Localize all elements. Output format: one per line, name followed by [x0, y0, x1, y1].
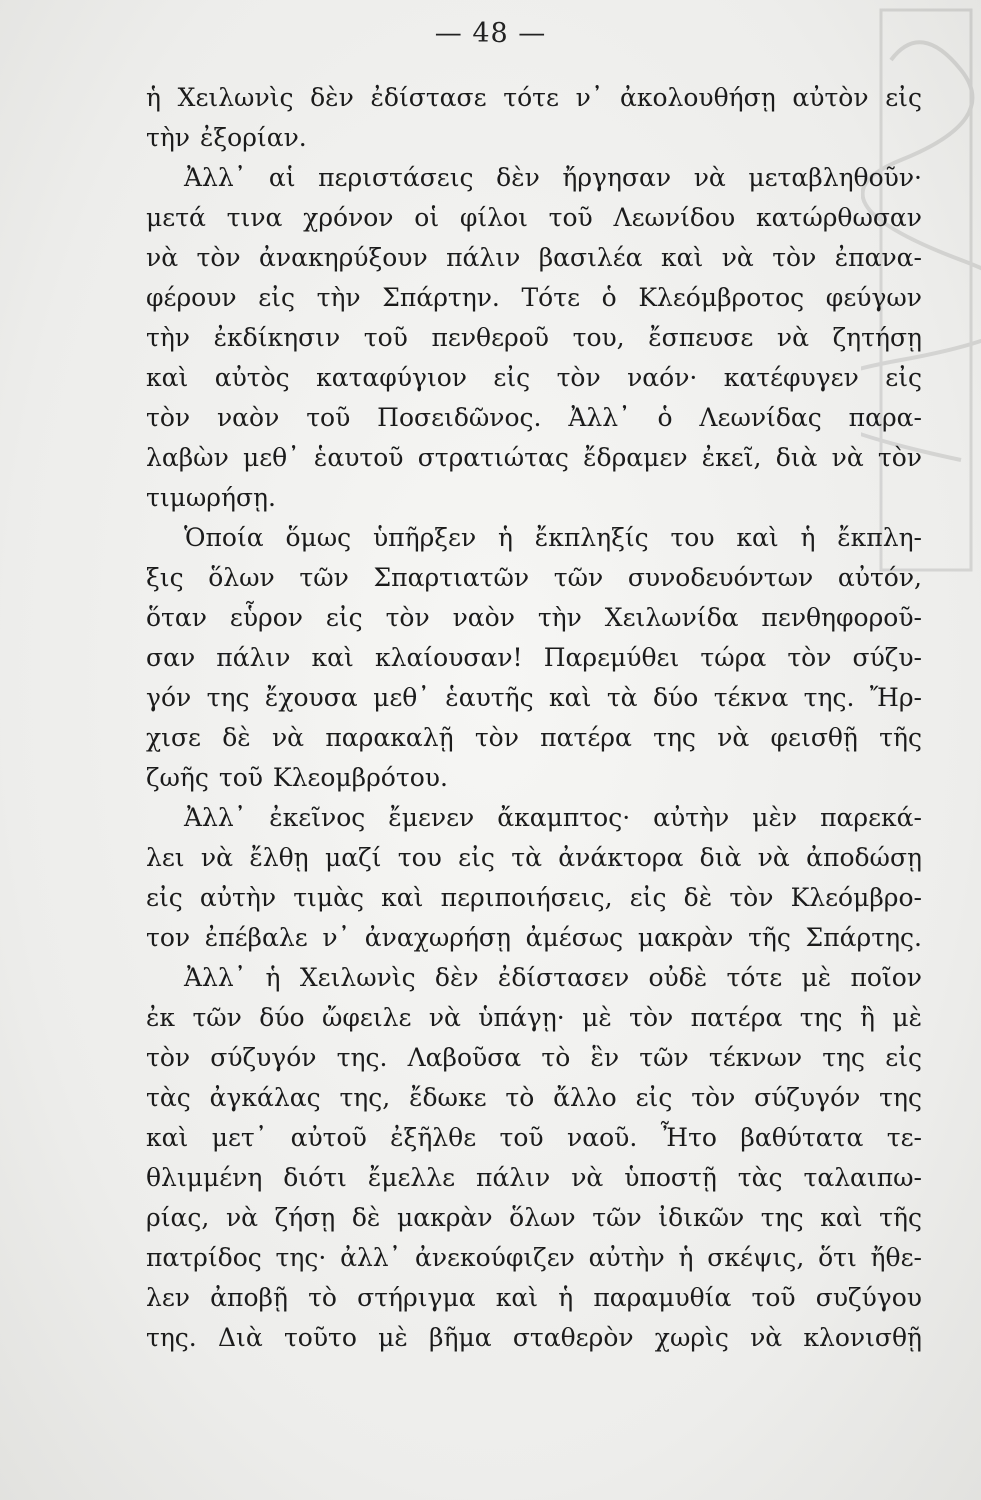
text-line: ξις ὅλων τῶν Σπαρτιατῶν τῶν συνοδευόντων αὐτόν, — [146, 563, 922, 592]
text-line: λει νὰ ἔλθῃ μαζί του εἰς τὰ ἀνάκτορα διὰ νὰ ἀποδώσῃ — [146, 843, 922, 872]
text-line: πατρίδος της· ἀλλ᾽ ἀνεκούφιζεν αὐτὴν ἡ σκέψις, ὅτι ἤθε- — [146, 1243, 922, 1272]
text-line: ἐκ τῶν δύο ὤφειλε νὰ ὑπάγῃ· μὲ τὸν πατέρα της ἢ μὲ — [146, 1003, 922, 1032]
text-line: Ἀλλ᾽ ἐκεῖνος ἔμενεν ἄκαμπτος· αὐτὴν μὲν παρεκά- — [184, 803, 922, 832]
text-line: ἡ Χειλωνὶς δὲν ἐδίστασε τότε ν᾽ ἀκολουθήσῃ αὐτὸν εἰς — [146, 83, 922, 112]
body-text — [146, 78, 922, 1358]
text-line: γόν της ἔχουσα μεθ᾽ ἑαυτῆς καὶ τὰ δύο τέκνα της. Ἤρ- — [146, 683, 922, 712]
text-line: σαν πάλιν καὶ κλαίουσαν! Παρεμύθει τώρα τὸν σύζυ- — [146, 643, 922, 672]
text-line: Ὁποία ὅμως ὑπῆρξεν ἡ ἔκπληξίς του καὶ ἡ ἔκπλη- — [184, 523, 922, 552]
text-line: εἰς αὐτὴν τιμὰς καὶ περιποιήσεις, εἰς δὲ τὸν Κλεόμβρο- — [146, 883, 922, 912]
text-line: μετά τινα χρόνον οἱ φίλοι τοῦ Λεωνίδου κατώρθωσαν — [146, 203, 922, 232]
text-line: θλιμμένη διότι ἔμελλε πάλιν νὰ ὑποστῇ τὰς ταλαιπω- — [146, 1163, 922, 1192]
text-line: ρίας, νὰ ζήσῃ δὲ μακρὰν ὅλων τῶν ἰδικῶν της καὶ τῆς — [146, 1203, 922, 1232]
text-line: τὴν ἐκδίκησιν τοῦ πενθεροῦ του, ἔσπευσε νὰ ζητήσῃ — [146, 323, 922, 352]
text-line: νὰ τὸν ἀνακηρύξουν πάλιν βασιλέα καὶ νὰ τὸν ἐπανα- — [146, 243, 922, 272]
text-line: ζωῆς τοῦ Κλεομβρότου. — [146, 763, 448, 792]
text-line: καὶ μετ᾽ αὐτοῦ ἐξῆλθε τοῦ ναοῦ. Ἦτο βαθύτατα τε- — [146, 1123, 922, 1152]
text-line: τὴν ἐξορίαν. — [146, 123, 307, 152]
text-line: λαβὼν μεθ᾽ ἑαυτοῦ στρατιώτας ἔδραμεν ἐκεῖ, διὰ νὰ τὸν — [146, 443, 922, 472]
text-line: λεν ἀποβῇ τὸ στήριγμα καὶ ἡ παραμυθία τοῦ συζύγου — [146, 1283, 922, 1312]
text-line: τὸν ναὸν τοῦ Ποσειδῶνος. Ἀλλ᾽ ὁ Λεωνίδας παρα- — [146, 403, 922, 432]
text-line: καὶ αὐτὸς καταφύγιον εἰς τὸν ναόν· κατέφυγεν εἰς — [146, 363, 922, 392]
text-line: φέρουν εἰς τὴν Σπάρτην. Τότε ὁ Κλεόμβροτος φεύγων — [146, 283, 922, 312]
text-line: τὰς ἀγκάλας της, ἔδωκε τὸ ἄλλο εἰς τὸν σύζυγόν της — [146, 1083, 922, 1112]
text-line: Ἀλλ᾽ ἡ Χειλωνὶς δὲν ἐδίστασεν οὐδὲ τότε μὲ ποῖον — [184, 963, 922, 992]
text-line: τὸν σύζυγόν της. Λαβοῦσα τὸ ἓν τῶν τέκνων της εἰς — [146, 1043, 922, 1072]
text-line: ὅταν εὗρον εἰς τὸν ναὸν τὴν Χειλωνίδα πενθηφοροῦ- — [146, 603, 922, 632]
text-line: τιμωρήσῃ. — [146, 483, 276, 512]
text-line: Ἀλλ᾽ αἱ περιστάσεις δὲν ἤργησαν νὰ μεταβληθοῦν· — [184, 163, 922, 192]
text-line: τον ἐπέβαλε ν᾽ ἀναχωρήσῃ ἀμέσως μακρὰν τῆς Σπάρτης. — [146, 923, 922, 952]
text-line: της. Διὰ τοῦτο μὲ βῆμα σταθερὸν χωρὶς νὰ κλονισθῇ — [146, 1323, 922, 1352]
page-number: — 48 — — [434, 18, 547, 49]
text-line: χισε δὲ νὰ παρακαλῇ τὸν πατέρα της νὰ φεισθῇ τῆς — [146, 723, 922, 752]
